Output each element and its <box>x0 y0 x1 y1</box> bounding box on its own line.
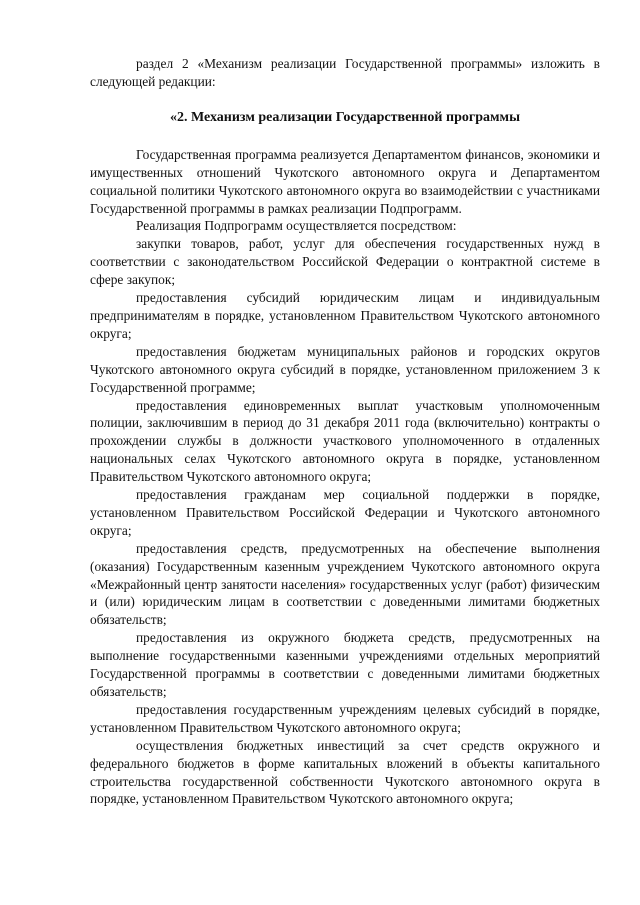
document-page <box>90 55 600 808</box>
list-paragraph: предоставления государственным учреждениям целевых субсидий в порядке, установленном Правительством Чукотского автономного округа; <box>90 701 600 735</box>
list-paragraph: предоставления субсидий юридическим лицам и индивидуальным предпринимателям в порядке, установленном Правительством Чукотского автономного округа; <box>90 290 600 341</box>
list-paragraph: предоставления единовременных выплат участковым уполномоченным полиции, заключившим в период до 31 декабря 2011 года (включительно) контракты о прохождении службы в должности участкового уполномоченного в отдаленных национальных селах Чукотского автономного округа в порядке, установленном Правительством Чукотского автономного округа; <box>90 397 600 485</box>
list-paragraph: осуществления бюджетных инвестиций за счет средств окружного и федерального бюджетов в форме капитальных вложений в объекты капитального строительства государственной собственности Чукотского автономного округа в порядке, установленном Правительством Чукотского автономного округа; <box>90 737 600 807</box>
section-title: «2. Механизм реализации Государственной программы <box>170 109 520 125</box>
list-paragraph: предоставления гражданам мер социальной поддержки в порядке, установленном Правительством Российской Федерации и Чукотского автономного округа; <box>90 487 600 538</box>
list-paragraph: предоставления из окружного бюджета средств, предусмотренных на выполнение государственными казенными учреждениями отдельных мероприятий Государственной программы в соответствии с доведенными лимитами бюджетных обязательств; <box>90 630 600 699</box>
list-paragraph: закупки товаров, работ, услуг для обеспечения государственных нужд в соответствии с законодательством Российской Федерации о контрактной системе в сфере закупок; <box>90 236 600 288</box>
intro-paragraph: раздел 2 «Механизм реализации Государственной программы» изложить в следующей редакции: <box>90 56 600 89</box>
list-paragraph: предоставления средств, предусмотренных на обеспечение выполнения (оказания) Государственным казенным учреждением Чукотского автономного округа «Межрайонный центр занятости населения» государственных услуг (работ) физическим и (или) юридическим лицам в соответствии с доведенными лимитами бюджетных обязательств; <box>90 540 600 628</box>
body-paragraph: Реализация Подпрограмм осуществляется посредством: <box>136 218 457 234</box>
list-paragraph: предоставления бюджетам муниципальных районов и городских округов Чукотского автономного округа субсидий в порядке, установленном приложением 3 к Государственной программе; <box>90 343 600 395</box>
body-paragraph: Государственная программа реализуется Департаментом финансов, экономики и имущественных отношений Чукотского автономного округа и Департаментом социальной политики Чукотского автономного округа во взаимодействии с участниками Государственной программы в рамках реализации Подпрограмм. <box>90 146 600 216</box>
